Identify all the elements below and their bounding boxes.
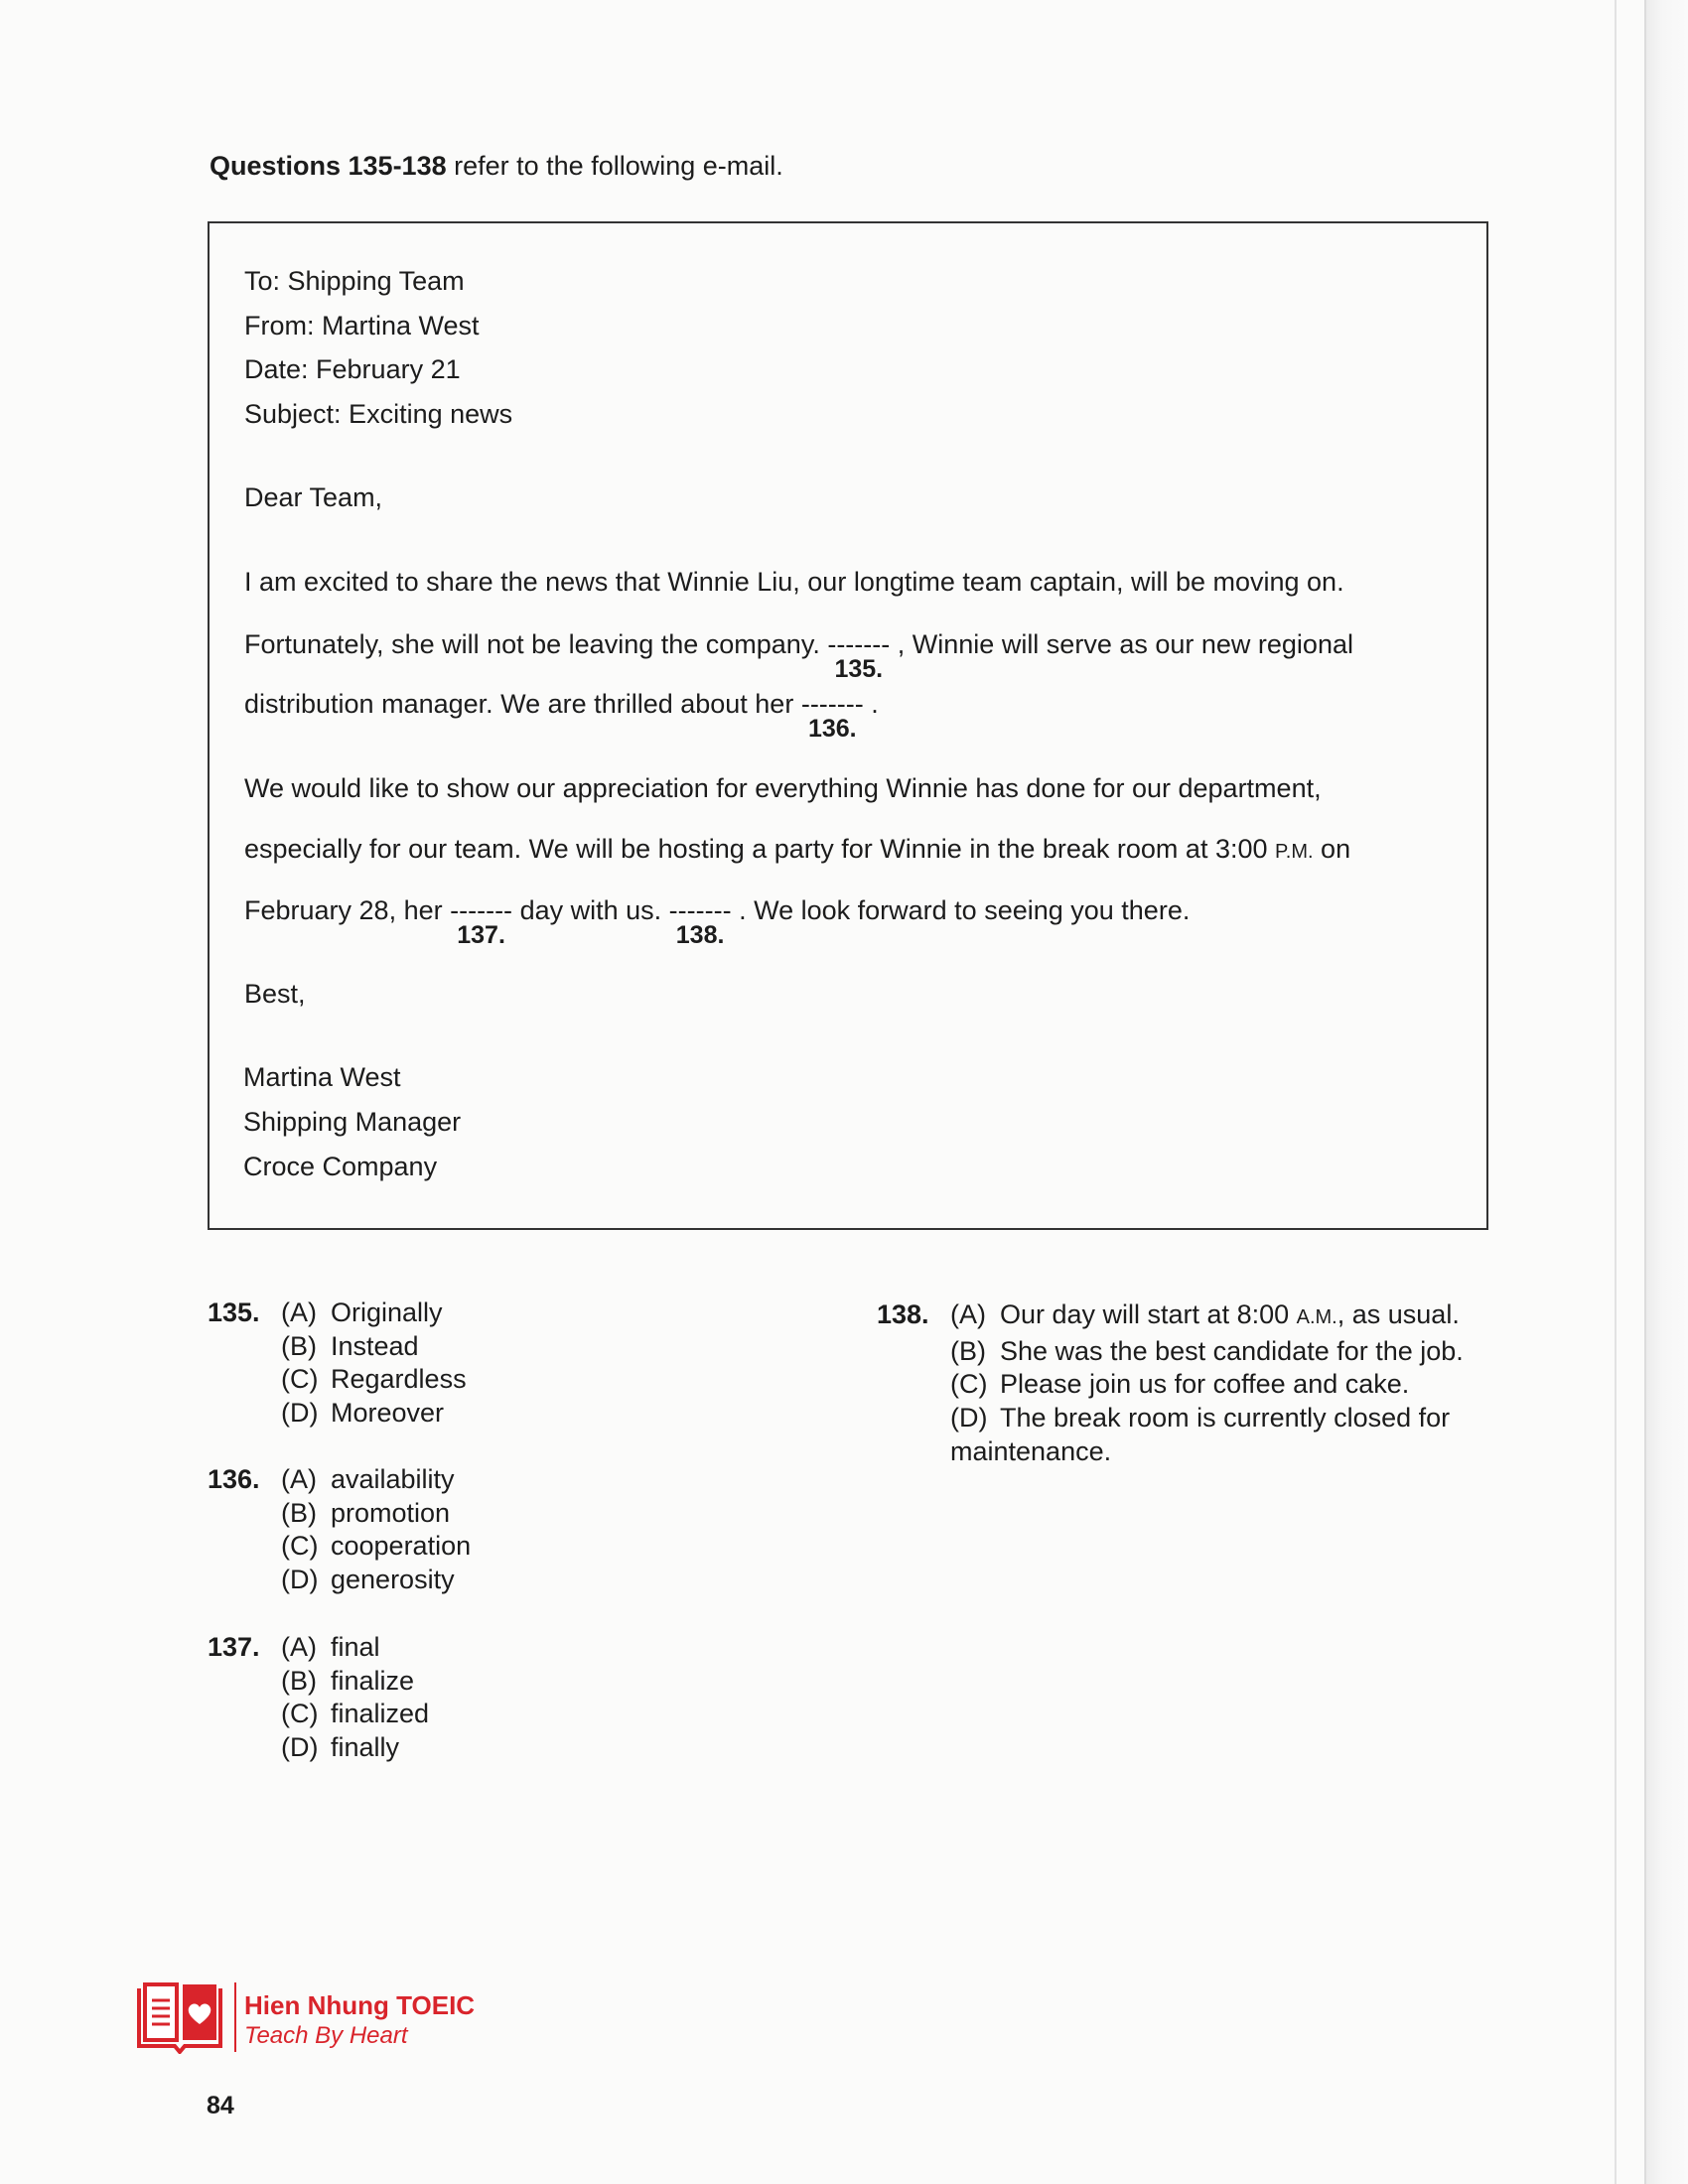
option-c[interactable]: (C) Please join us for coffee and cake.	[950, 1369, 1410, 1400]
email-paragraph-line: especially for our team. We will be hosting a party for Winnie in the break room at 3:00 P.M. on	[244, 834, 1351, 864]
page-edge	[1644, 0, 1688, 2184]
signature-name: Martina West	[243, 1062, 401, 1092]
option-a[interactable]: (A) final	[281, 1632, 380, 1662]
page-edge-line	[1615, 0, 1617, 2184]
email-from: From: Martina West	[244, 311, 480, 341]
page-number: 84	[207, 2092, 234, 2119]
email-paragraph-line: distribution manager. We are thrilled about her ------- 136. .	[244, 689, 879, 743]
option-d-continuation: maintenance.	[950, 1435, 1112, 1466]
blank-136: ------- 136.	[800, 689, 864, 743]
email-to: To: Shipping Team	[244, 266, 465, 296]
option-c[interactable]: (C) Regardless	[281, 1364, 467, 1395]
option-c[interactable]: (C) cooperation	[281, 1531, 472, 1562]
email-paragraph-line: We would like to show our appreciation for everything Winnie has done for our department,	[244, 773, 1322, 803]
publisher-logo	[135, 1980, 512, 2056]
signature-title: Shipping Manager	[243, 1107, 462, 1137]
email-closing: Best,	[244, 979, 306, 1009]
option-d[interactable]: (D) finally	[281, 1732, 400, 1763]
email-greeting: Dear Team,	[244, 482, 383, 512]
option-a[interactable]: (A) Originally	[281, 1297, 443, 1327]
email-date: Date: February 21	[244, 354, 461, 384]
option-b[interactable]: (B) finalize	[281, 1665, 415, 1696]
email-paragraph-line: February 28, her ------- 137. day with us. ------- 138. . We look forward to seeing you there.	[244, 895, 1191, 949]
option-b[interactable]: (B) promotion	[281, 1497, 451, 1528]
option-b[interactable]: (B) Instead	[281, 1330, 419, 1361]
logo-divider	[234, 1982, 236, 2052]
option-d[interactable]: (D) The break room is currently closed for	[950, 1403, 1451, 1433]
option-d[interactable]: (D) generosity	[281, 1565, 455, 1595]
option-a[interactable]: (A) Our day will start at 8:00 A.M., as usual.	[950, 1299, 1460, 1329]
option-b[interactable]: (B) She was the best candidate for the job.	[950, 1335, 1464, 1366]
option-c[interactable]: (C) finalized	[281, 1699, 430, 1729]
logo-subtitle: Teach By Heart	[244, 2022, 408, 2049]
logo-title: Hien Nhung TOEIC	[244, 1990, 476, 2020]
email-paragraph-line: I am excited to share the news that Winnie Liu, our longtime team captain, will be moving on.	[244, 567, 1344, 597]
signature-company: Croce Company	[243, 1152, 438, 1181]
email-subject: Subject: Exciting news	[244, 399, 513, 429]
book-heart-icon	[135, 1980, 224, 2054]
option-a[interactable]: (A) availability	[281, 1464, 455, 1494]
option-d[interactable]: (D) Moreover	[281, 1398, 445, 1429]
blank-138: ------- 138.	[668, 895, 732, 949]
blank-135: ------- 135.	[827, 629, 891, 683]
email-paragraph-line: Fortunately, she will not be leaving the company. ------- 135. , Winnie will serve as our new regional	[244, 629, 1353, 683]
blank-137: ------- 137.	[450, 895, 513, 949]
questions-intro: Questions 135-138 refer to the following e-mail.	[210, 151, 783, 181]
